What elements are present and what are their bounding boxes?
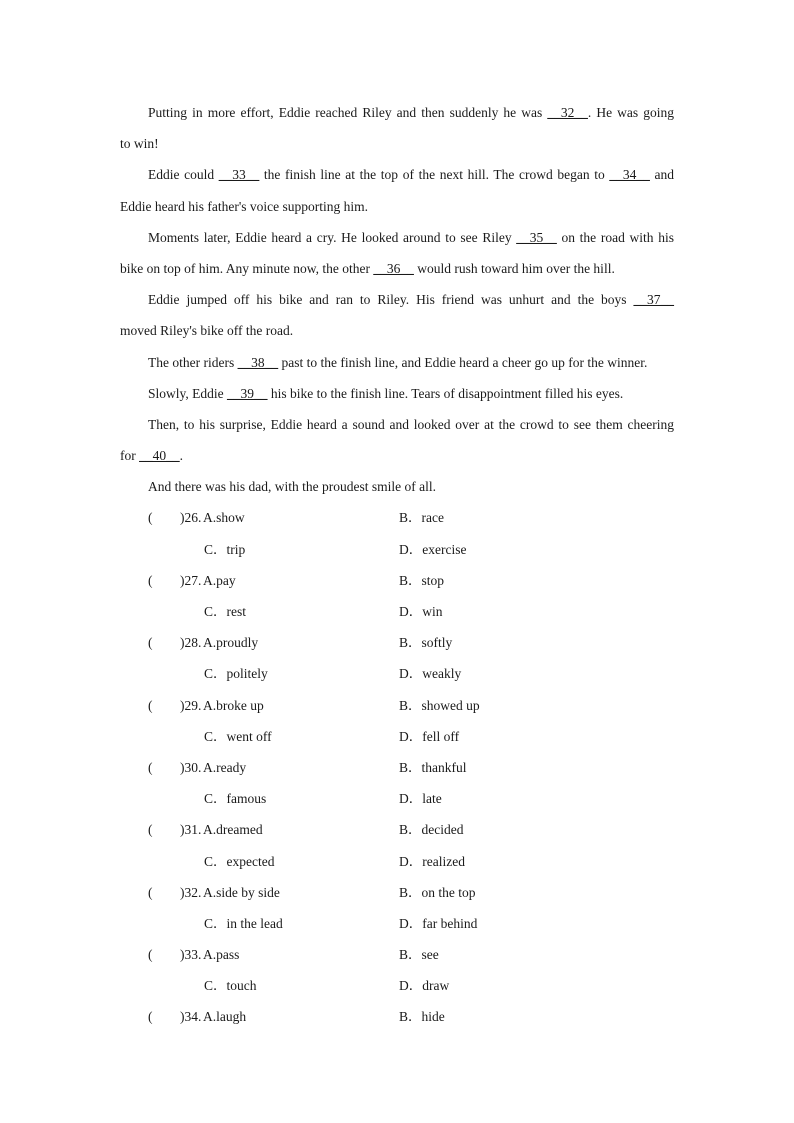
text-span: Slowly, Eddie	[148, 385, 227, 401]
option-a: A.side by side	[203, 884, 280, 900]
option-b: B．thankful	[399, 759, 467, 775]
passage-line	[120, 191, 674, 222]
question-number: )27.	[180, 572, 202, 588]
blank-36: __36__	[373, 260, 414, 276]
question-29	[120, 690, 674, 721]
option-a: A.show	[203, 510, 245, 526]
option-a: A.proudly	[203, 635, 259, 651]
text-span: and	[649, 167, 675, 183]
passage-line	[120, 97, 674, 128]
option-c: C．rest	[204, 604, 246, 619]
question-33	[120, 939, 674, 970]
answer-paren[interactable]: (	[148, 822, 153, 838]
option-c: C．politely	[204, 666, 268, 682]
question-number: )26.	[180, 510, 202, 526]
answer-paren[interactable]: (	[148, 697, 153, 713]
option-d: D．weakly	[399, 666, 462, 682]
blank-40: __40__	[139, 448, 180, 464]
question-27	[120, 565, 674, 596]
option-a: A.pay	[203, 572, 236, 588]
option-c: C．in the lead	[204, 915, 283, 931]
option-c: C．went off	[204, 728, 272, 744]
option-b: B．see	[399, 947, 439, 963]
question-27-cd	[120, 596, 674, 627]
question-32-cd	[120, 908, 674, 939]
option-b: B．stop	[399, 572, 445, 588]
option-d: D．win	[399, 604, 443, 619]
question-number: )34.	[180, 1009, 202, 1025]
question-34	[120, 1001, 674, 1032]
question-30-cd	[120, 783, 674, 814]
text-span: Putting in more effort, Eddie reached Riley and then suddenly he was	[148, 105, 548, 120]
option-b: B．showed up	[399, 697, 480, 713]
question-28	[120, 627, 674, 658]
text-span: Then, to his surprise, Eddie heard a sound and looked over at the crowd to see them cheering	[148, 416, 674, 432]
passage-line	[120, 315, 674, 346]
blank-38: __38__	[237, 354, 279, 370]
text-span: . He was going	[587, 105, 674, 120]
question-29-cd	[120, 721, 674, 752]
blank-33: __33__	[218, 167, 260, 183]
option-d: D．far behind	[399, 915, 478, 931]
text-span: for	[120, 448, 140, 464]
text-span: bike on top of him. Any minute now, the other	[120, 260, 374, 276]
option-c: C．touch	[204, 978, 257, 994]
text-span: on the road with his	[556, 229, 674, 245]
passage-line	[120, 409, 674, 440]
question-33-cd	[120, 970, 674, 1001]
option-a: A.ready	[203, 759, 247, 775]
question-number: )32.	[180, 884, 202, 900]
question-number: )28.	[180, 635, 202, 651]
option-b: B．hide	[399, 1009, 445, 1025]
question-31-cd	[120, 846, 674, 877]
answer-paren[interactable]: (	[148, 572, 153, 588]
question-32	[120, 877, 674, 908]
answer-paren[interactable]: (	[148, 1009, 153, 1025]
text-span: Eddie heard his father's voice supporting him.	[120, 198, 368, 214]
option-a: A.laugh	[203, 1009, 247, 1025]
question-30	[120, 752, 674, 783]
text-span: .	[179, 448, 183, 464]
option-a: A.pass	[203, 947, 240, 963]
passage-line	[120, 128, 674, 159]
answer-paren[interactable]: (	[148, 884, 153, 900]
text-span: And there was his dad, with the proudest smile of all.	[148, 479, 436, 495]
option-b: B．decided	[399, 822, 464, 838]
question-28-cd	[120, 658, 674, 689]
option-d: D．realized	[399, 853, 465, 869]
text-span: moved Riley's bike off the road.	[120, 323, 294, 339]
text-span: his bike to the finish line. Tears of disappointment filled his eyes.	[267, 385, 624, 401]
passage-line	[120, 347, 674, 378]
document-page	[120, 97, 674, 1033]
option-b: B．race	[399, 510, 444, 526]
option-c: C．trip	[204, 541, 246, 557]
blank-35: __35__	[516, 229, 557, 245]
question-number: )31.	[180, 822, 202, 838]
question-number: )33.	[180, 947, 202, 963]
passage-line	[120, 159, 674, 190]
option-a: A.broke up	[203, 697, 264, 713]
question-26-cd	[120, 534, 674, 565]
blank-34: __34__	[609, 167, 650, 183]
question-31	[120, 814, 674, 845]
option-d: D．fell off	[399, 728, 460, 744]
option-d: D．late	[399, 791, 442, 807]
question-number: )29.	[180, 697, 202, 713]
text-span: Eddie jumped off his bike and ran to Riley. His friend was unhurt and the boys	[148, 292, 634, 308]
option-c: C．expected	[204, 853, 275, 869]
question-number: )30.	[180, 759, 202, 775]
text-span: The other riders	[148, 354, 238, 370]
option-d: D．exercise	[399, 541, 467, 557]
passage-line	[120, 471, 674, 502]
blank-37: __37__	[633, 292, 674, 308]
text-span: Moments later, Eddie heard a cry. He looked around to see Riley	[148, 229, 517, 245]
answer-paren[interactable]: (	[148, 759, 153, 775]
text-span: would rush toward him over the hill.	[413, 260, 615, 276]
answer-paren[interactable]: (	[148, 635, 153, 651]
answer-paren[interactable]: (	[148, 947, 153, 963]
passage-line	[120, 284, 674, 315]
passage-line	[120, 253, 674, 284]
answer-paren[interactable]: (	[148, 510, 153, 526]
option-b: B．on the top	[399, 884, 476, 900]
passage-line	[120, 440, 674, 471]
text-span: to win!	[120, 136, 159, 152]
passage-line	[120, 378, 674, 409]
text-span: Eddie could	[148, 167, 219, 183]
question-26	[120, 502, 674, 533]
passage-line	[120, 222, 674, 253]
option-b: B．softly	[399, 635, 453, 651]
text-span: the finish line at the top of the next hill. The crowd began to	[259, 167, 610, 183]
option-a: A.dreamed	[203, 822, 263, 838]
option-d: D．draw	[399, 978, 450, 994]
text-span: past to the finish line, and Eddie heard a cheer go up for the winner.	[278, 354, 648, 370]
option-c: C．famous	[204, 791, 267, 807]
blank-39: __39__	[227, 385, 268, 401]
blank-32: __32__	[547, 105, 588, 120]
